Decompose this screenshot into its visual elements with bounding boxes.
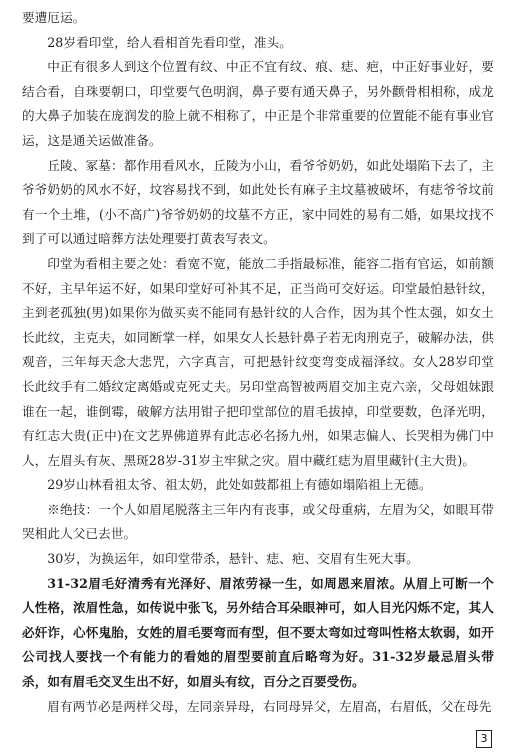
paragraph-6: 29岁山林看祖太爷、祖太奶，此处如鼓都祖上有德如塌陷祖上无德。 [47,477,432,493]
paragraph-3: 中正有很多人到这个位置有纹、中正不宜有纹、痕、痣、疤，中正好事业好，要结合看，自珠要朝口，印堂要气色明润，鼻子要有通天鼻子，另外颧骨相相称，成龙的大鼻子加装在庞润发的脸上就不相称了，中正是个非常重要的位置能不能有事业官运，这是通关运做准备。 [22,59,494,148]
paragraph-1: 要遭厄运。 [22,10,86,25]
paragraph-9: 31-32眉毛好清秀有光泽好、眉浓劳禄一生，如周恩来眉浓。从眉上可断一个人性格，浓眉性急，如传说中张飞，另外结合耳朵眼神可，如人目光闪烁不定，其人必奸诈，心怀鬼胎，女姓的眉毛要弯而有型，但不要太弯如过弯叫性格太软弱，如开公司找人要找一个有能力的看她的眉型要前直后略弯为好。31-32岁最忌眉头带杀，如有眉毛交叉生出不好，如眉头有纹，百分之百要受伤。 [22,575,494,690]
page-number: 3 [476,730,492,748]
paragraph-2: 28岁看印堂，给人看相首先看印堂，准头。 [47,34,292,50]
paragraph-4: 丘陵、冢墓：都作用看风水，丘陵为小山，看爷爷奶奶，如此处塌陷下去了，主爷爷奶奶的风水不好，坟容易找不到，如此处长有麻子主坟墓被破坏，有痣爷爷坟前有一个土堆，(小不高广)爷爷奶奶的坟墓不方正，家中同姓的易有二婚，如果坟找不到了可以通过暗葬方法处理要打黄表写表文。 [22,157,494,247]
book-page [22,6,494,746]
paragraph-5: 印堂为看相主要之处：看宽不宽，能放二手指最标准，能容二指有官运，如前额不好，主早年运不好，如果印堂好可补其不足，正当尚可交好运。印堂最怕悬针纹，主到老孤独(男)如果你为做买卖不能同有悬针纹的人合作，因为其个性太强，如女土长此纹，主克夫，如同断掌一样，如果女人长悬针鼻子若无肉刑克子，破解办法，供观音，三年每天念大悲咒，六字真言，可把悬针纹变弯变成福泽纹。女人28岁印堂长此纹手有二婚纹定离婚或克死丈夫。另印堂高智被两眉交加主克六亲，父母姐妹跟谁在一起，谁倒霉，破解方法用钳子把印堂部位的眉毛拔掉，印堂要数，色泽光明，有红志大贵(正中)在文艺界佛道界有此志必名扬九州，如果志偏人、长哭相为佛门中人，左眉头有灰、黑斑28岁-31岁主牢狱之灾。眉中藏红痣为眉里藏针(主大贵)。 [22,255,494,468]
paragraph-10: 眉有两节必是两样父母，左同亲异母，右同母异父，左眉高，右眉低，父在母先 [47,698,492,714]
paragraph-8: 30岁，为换运年，如印堂带杀，悬针、痣、疤、交眉有生死大事。 [47,551,419,567]
paragraph-7: ※绝技：一个人如眉尾脱落主三年内有丧事，或父母重病，左眉为父，如眼耳带哭相此人父已去世。 [22,501,494,542]
